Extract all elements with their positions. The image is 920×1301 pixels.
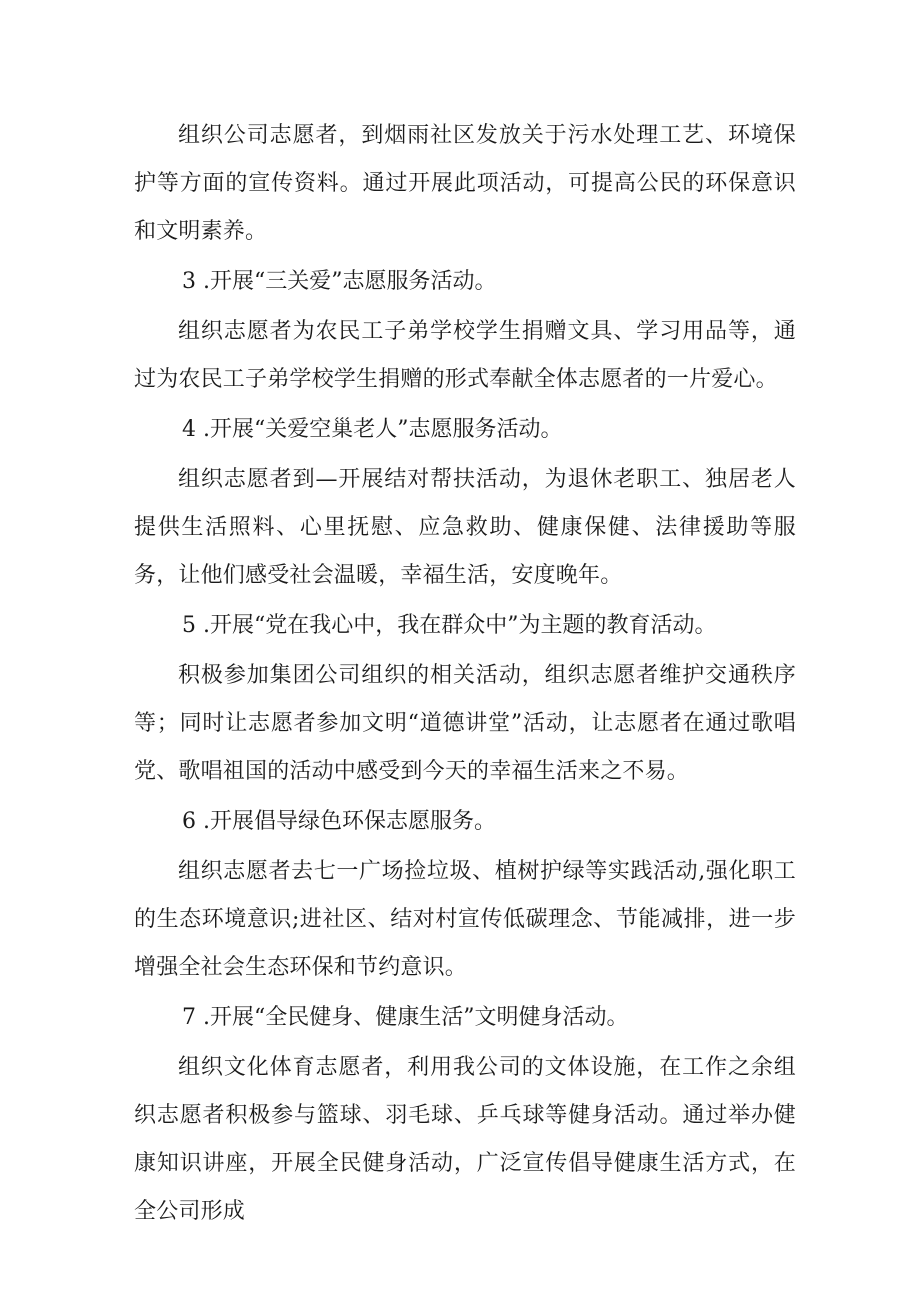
paragraph-elderly-care: 组织志愿者到—开展结对帮扶活动，为退休老职工、独居老人提供生活照料、心里抚慰、应急救助、健康保健、法律援助等服务，让他们感受社会温暖，幸福生活，安度晚年。 xyxy=(134,467,796,588)
heading-item-7: 7 .开展“全民健身、健康生活”文明健身活动。 xyxy=(182,1005,629,1030)
paragraph-donation: 组织志愿者为农民工子弟学校学生捐赠文具、学习用品等，通过为农民工子弟学校学生捐赠的形式奉献全体志愿者的一片爱心。 xyxy=(134,319,796,392)
heading-item-4: 4 .开展“关爱空巢老人”志愿服务活动。 xyxy=(182,417,563,442)
heading-item-6: 6 .开展倡导绿色环保志愿服务。 xyxy=(182,809,496,834)
paragraph-fitness: 组织文化体育志愿者，利用我公司的文体设施，在工作之余组织志愿者积极参与篮球、羽毛球、乒乓球等健身活动。通过举办健康知识讲座，开展全民健身活动，广泛宣传倡导健康生活方式，在全公司形成 xyxy=(134,1055,796,1224)
document-page xyxy=(134,112,796,1236)
paragraph-education: 积极参加集团公司组织的相关活动，组织志愿者维护交通秩序等；同时让志愿者参加文明“道德讲堂”活动，让志愿者在通过歌唱党、歌唱祖国的活动中感受到今天的幸福生活来之不易。 xyxy=(134,663,796,784)
heading-item-5: 5 .开展“党在我心中，我在群众中”为主题的教育活动。 xyxy=(182,613,717,638)
paragraph-green-environment: 组织志愿者去七一广场捡垃圾、植树护绿等实践活动,强化职工的生态环境意识;进社区、结对村宣传低碳理念、节能减排，进一步增强全社会生态环保和节约意识。 xyxy=(134,859,796,980)
heading-item-3: 3 .开展“三关爱”志愿服务活动。 xyxy=(182,269,497,294)
paragraph-community-outreach: 组织公司志愿者，到烟雨社区发放关于污水处理工艺、环境保护等方面的宣传资料。通过开展此项活动，可提高公民的环保意识和文明素养。 xyxy=(134,123,796,244)
